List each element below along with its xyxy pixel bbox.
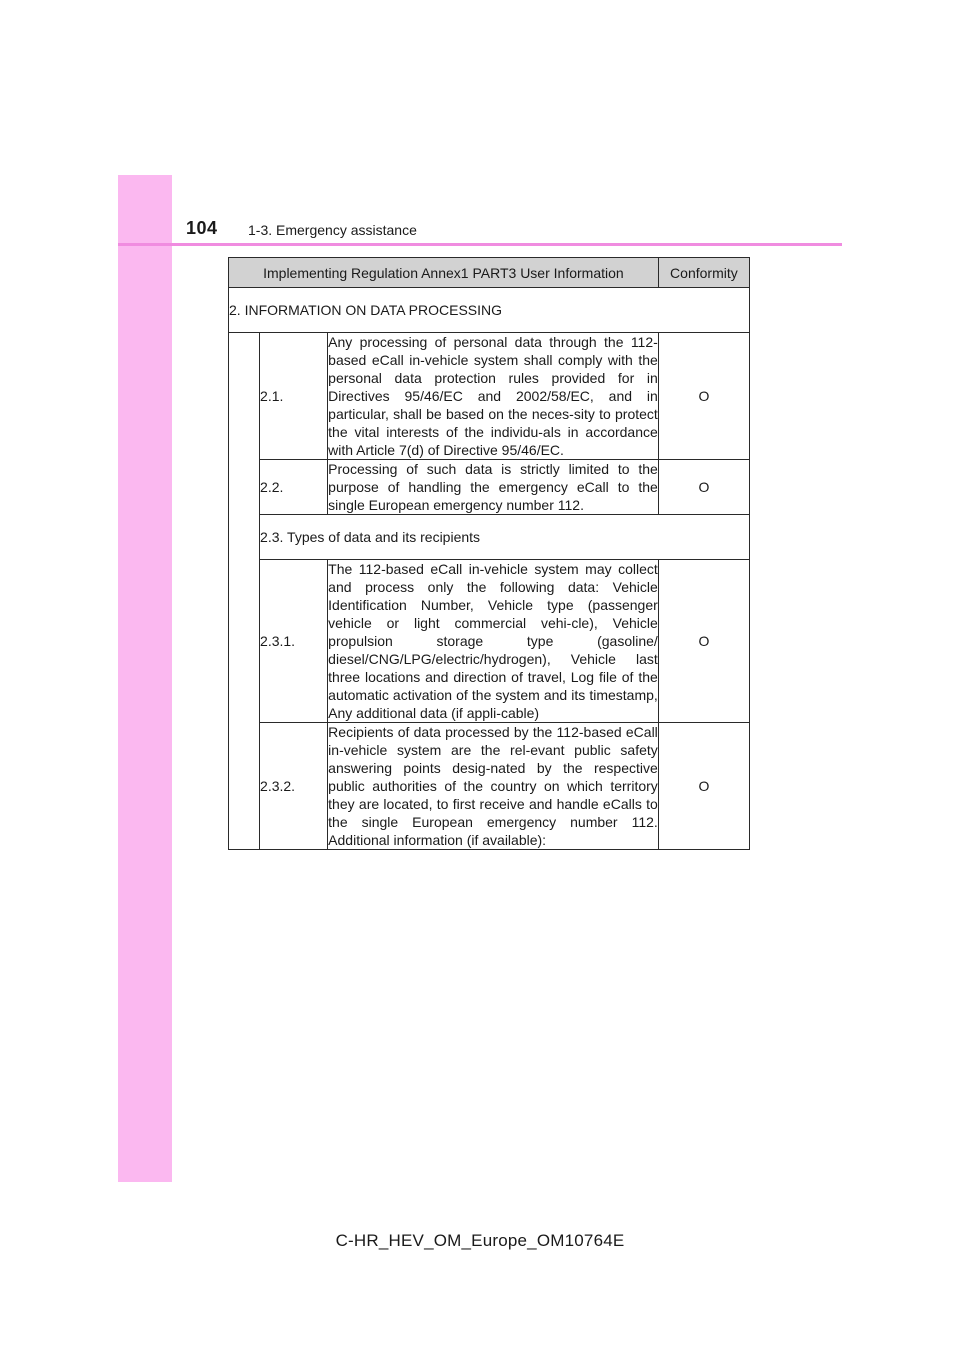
table-row: [229, 460, 750, 515]
row-number: 2.3.1.: [260, 560, 328, 723]
subsection-heading: 2.3. Types of data and its recipients: [260, 515, 750, 560]
row-text: Recipients of data processed by the 112-based eCall in-vehicle system are the rel-evant public safety answering points desig-nated by the respective public authorities of the country on which territory they are located, to first receive and handle eCalls to the single European emergency number 112. Additional information (if available):: [328, 724, 658, 848]
page-number: 104: [186, 218, 218, 238]
header-user-information: Implementing Regulation Annex1 PART3 User Information: [229, 258, 659, 288]
indent-cell: [229, 333, 260, 850]
row-conformity: O: [658, 460, 749, 515]
section-row: [229, 288, 750, 333]
header-conformity: Conformity: [658, 258, 749, 288]
row-text: Any processing of personal data through the 112-based eCall in-vehicle system shall comply with the personal data protection rules provided for in Directives 95/46/EC and 2002/58/EC, and in particular, shall be based on the neces-sity to protect the vital interests of the individu-als in accordance with Article 7(d) of Directive 95/46/EC.: [328, 334, 658, 458]
section-heading: 2. INFORMATION ON DATA PROCESSING: [229, 288, 750, 333]
row-conformity: O: [658, 560, 749, 723]
row-number: 2.1.: [260, 333, 328, 460]
section-title: 1-3. Emergency assistance: [248, 222, 417, 238]
row-conformity: O: [658, 333, 749, 460]
header-rule: [118, 243, 842, 246]
row-text: Processing of such data is strictly limited to the purpose of handling the emergency eCall to the single European emergency number 112.: [328, 461, 658, 513]
chapter-side-tab: [118, 175, 172, 1182]
document-code: C-HR_HEV_OM_Europe_OM10764E: [335, 1231, 625, 1250]
table-row: [229, 560, 750, 723]
row-number: 2.3.2.: [260, 723, 328, 850]
subsection-row: [229, 515, 750, 560]
row-text: The 112-based eCall in-vehicle system may collect and process only the following data: Vehicle Identification Number, Vehicle type (passenger vehicle or light commercial vehi-cle), Vehicle propulsion storage type (gasoline/ diesel/CNG/LPG/electric/hydrogen), Vehicle last three locations and direction of travel, Log file of the automatic activation of the system and its timestamp, Any additional data (if appli-cable): [328, 561, 658, 721]
row-number: 2.2.: [260, 460, 328, 515]
table-header-row: [229, 258, 750, 288]
table-row: [229, 333, 750, 460]
row-conformity: O: [658, 723, 749, 850]
table-row: [229, 723, 750, 850]
regulation-table: [228, 257, 750, 850]
